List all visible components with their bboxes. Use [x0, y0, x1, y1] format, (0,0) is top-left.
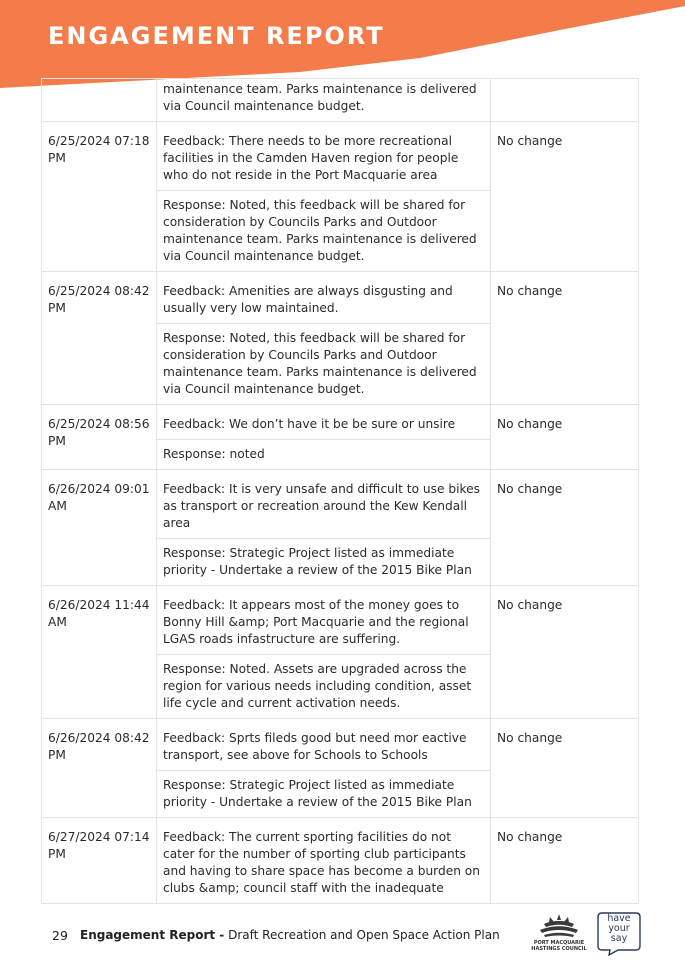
response-cell: Response: Strategic Project listed as immediate priority - Undertake a review of the 2015 Bike Plan	[157, 771, 491, 818]
council-name-line2: HASTINGS COUNCIL	[531, 946, 587, 952]
table-row	[42, 818, 639, 904]
response-cell: Response: Noted, this feedback will be shared for consideration by Councils Parks and Outdoor maintenance team. Parks maintenance is delivered via Council maintenance budget.	[157, 324, 491, 405]
date-cell: 6/25/2024 08:56 PM	[42, 405, 157, 470]
table-row	[42, 79, 639, 122]
page-title: ENGAGEMENT REPORT	[48, 22, 385, 50]
footer-title-bold: Engagement Report -	[80, 928, 225, 942]
table-row	[42, 719, 639, 771]
outcome-cell: No change	[491, 470, 639, 586]
date-cell: 6/26/2024 11:44 AM	[42, 586, 157, 719]
feedback-cell: Feedback: It is very unsafe and difficult to use bikes as transport or recreation around the Kew Kendall area	[157, 470, 491, 539]
outcome-cell: No change	[491, 586, 639, 719]
date-cell: 6/25/2024 07:18 PM	[42, 122, 157, 272]
response-cell: Response: noted	[157, 440, 491, 470]
outcome-cell: No change	[491, 818, 639, 904]
date-cell: 6/27/2024 07:14 PM	[42, 818, 157, 904]
feedback-cell: Feedback: The current sporting facilities do not cater for the number of sporting club participants and having to share space has become a burden on clubs &amp; council staff with the inadequate	[157, 818, 491, 904]
council-name-line1: PORT MACQUARIE	[533, 940, 585, 946]
table-row	[42, 272, 639, 324]
outcome-cell: No change	[491, 719, 639, 818]
feedback-cell: Feedback: Amenities are always disgusting and usually very low maintained.	[157, 272, 491, 324]
have-your-say-text	[599, 914, 639, 944]
date-cell: 6/26/2024 09:01 AM	[42, 470, 157, 586]
outcome-cell: No change	[491, 272, 639, 405]
footer-title-rest: Draft Recreation and Open Space Action Plan	[224, 928, 500, 942]
feedback-cell: Feedback: We don’t have it be be sure or unsire	[157, 405, 491, 440]
feedback-cell: maintenance team. Parks maintenance is delivered via Council maintenance budget.	[157, 79, 491, 122]
outcome-cell: No change	[491, 122, 639, 272]
footer-title	[80, 928, 500, 942]
date-cell: 6/25/2024 08:42 PM	[42, 272, 157, 405]
feedback-cell: Feedback: There needs to be more recreational facilities in the Camden Haven region for people who do not reside in the Port Macquarie area	[157, 122, 491, 191]
response-cell: Response: Noted, this feedback will be shared for consideration by Councils Parks and Outdoor maintenance team. Parks maintenance is delivered via Council maintenance budget.	[157, 191, 491, 272]
feedback-cell: Feedback: It appears most of the money goes to Bonny Hill &amp; Port Macquarie and the regional LGAS roads infastructure are suffering.	[157, 586, 491, 655]
badge-line1: have	[607, 913, 631, 924]
page-number: 29	[52, 928, 68, 943]
response-cell: Response: Noted. Assets are upgraded across the region for various needs including condition, asset life cycle and current activation needs.	[157, 655, 491, 719]
date-cell: 6/26/2024 08:42 PM	[42, 719, 157, 818]
feedback-cell: Feedback: Sprts fileds good but need mor eactive transport, see above for Schools to Schools	[157, 719, 491, 771]
table-row	[42, 470, 639, 539]
feedback-table	[41, 78, 639, 904]
response-cell: Response: Strategic Project listed as immediate priority - Undertake a review of the 2015 Bike Plan	[157, 539, 491, 586]
outcome-cell	[491, 79, 639, 122]
date-cell	[42, 79, 157, 122]
outcome-cell: No change	[491, 405, 639, 470]
table-row	[42, 405, 639, 440]
table-row	[42, 122, 639, 191]
council-name	[522, 940, 596, 952]
table-row	[42, 586, 639, 655]
badge-line2: your say	[608, 923, 630, 944]
